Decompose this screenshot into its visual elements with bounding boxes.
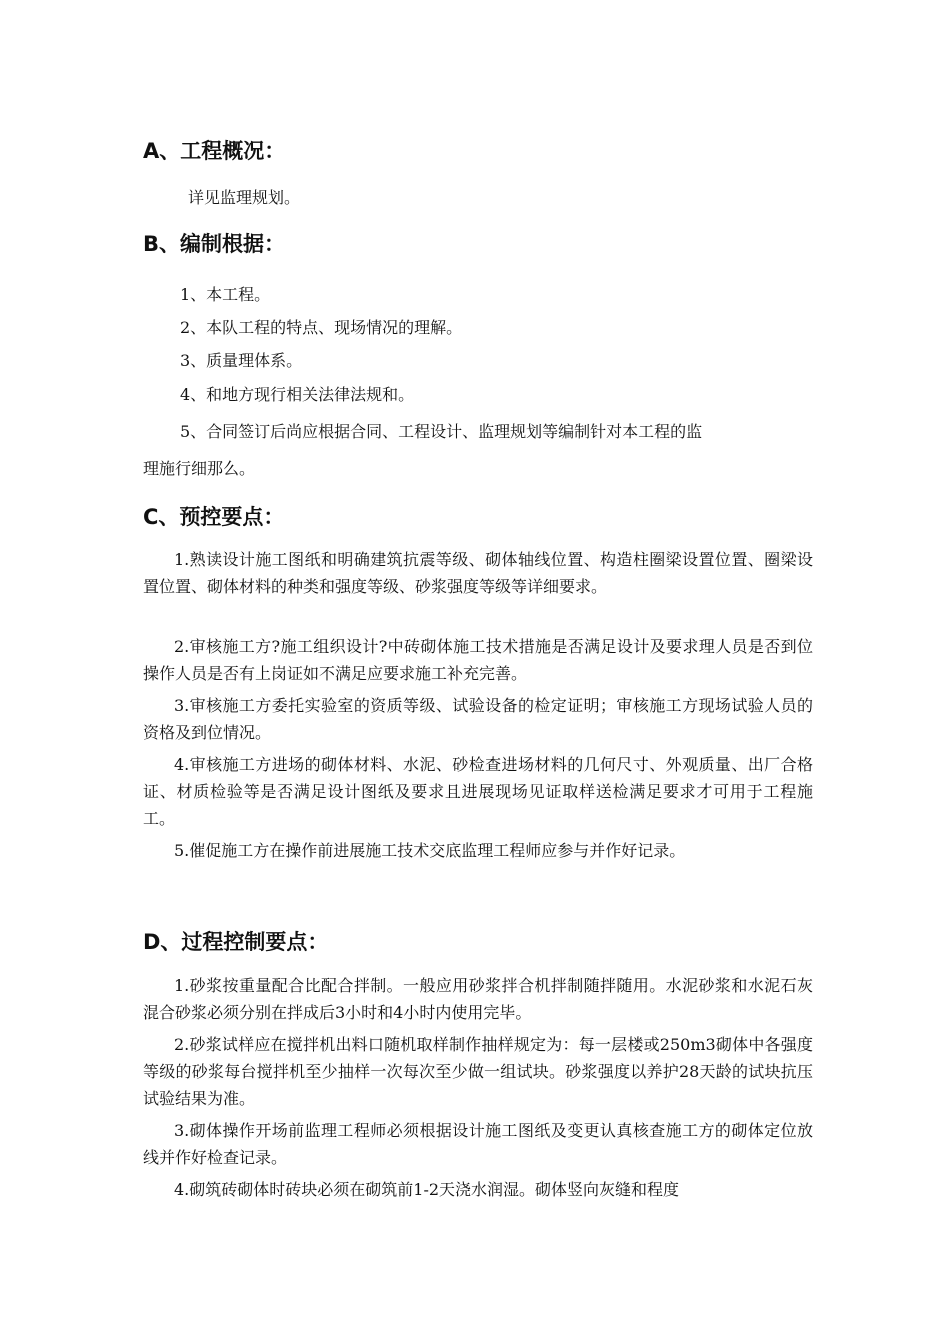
section-a-text: 详见监理规划。	[188, 188, 301, 207]
section-b-item-5: 5、合同签订后尚应根据合同、工程设计、监理规划等编制针对本工程的监	[180, 422, 703, 441]
section-d-heading: D、过程控制要点：	[143, 930, 329, 954]
section-a-heading: A、工程概况：	[143, 139, 286, 163]
section-b-item-3: 3、质量理体系。	[180, 351, 303, 370]
section-b-item-4: 4、和地方现行相关法律法规和。	[180, 385, 415, 404]
section-c-item-1: 1.熟读设计施工图纸和明确建筑抗震等级、砌体轴线位置、构造柱圈梁设置位置、圈梁设置位置、砌体材料的种类和强度等级、砂浆强度等级等详细要求。	[143, 550, 813, 596]
section-c-heading: C、预控要点：	[143, 505, 285, 529]
section-b-item-1: 1、本工程。	[180, 285, 271, 304]
section-b-item-2: 2、本队工程的特点、现场情况的理解。	[180, 318, 463, 337]
section-d-item-2: 2.砂浆试样应在搅拌机出料口随机取样制作抽样规定为：每一层楼或250m3砌体中各强度等级的砂浆每台搅拌机至少抽样一次每次至少做一组试块。砂浆强度以养护28天龄的试块抗压试验结果为准。	[143, 1035, 813, 1108]
section-b-item-5-cont: 理施行细那么。	[143, 459, 256, 478]
section-c-item-4: 4.审核施工方进场的砌体材料、水泥、砂检查进场材料的几何尺寸、外观质量、出厂合格证、材质检验等是否满足设计图纸及要求且进展现场见证取样送检满足要求才可用于工程施工。	[143, 755, 813, 828]
section-d-item-4: 4.砌筑砖砌体时砖块必须在砌筑前1-2天浇水润湿。砌体竖向灰缝和程度	[174, 1180, 680, 1199]
section-d-item-1: 1.砂浆按重量配合比配合拌制。一般应用砂浆拌合机拌制随拌随用。水泥砂浆和水泥石灰混合砂浆必须分别在拌成后3小时和4小时内使用完毕。	[143, 976, 813, 1022]
section-d-item-3: 3.砌体操作开场前监理工程师必须根据设计施工图纸及变更认真核查施工方的砌体定位放线并作好检查记录。	[143, 1121, 813, 1167]
section-c-item-3: 3.审核施工方委托实验室的资质等级、试验设备的检定证明；审核施工方现场试验人员的资格及到位情况。	[143, 696, 813, 742]
section-c-item-2: 2.审核施工方?施工组织设计?中砖砌体施工技术措施是否满足设计及要求理人员是否到位操作人员是否有上岗证如不满足应要求施工补充完善。	[143, 637, 813, 683]
section-b-heading: B、编制根据：	[143, 232, 286, 256]
section-c-item-5: 5.催促施工方在操作前进展施工技术交底监理工程师应参与并作好记录。	[174, 841, 686, 860]
